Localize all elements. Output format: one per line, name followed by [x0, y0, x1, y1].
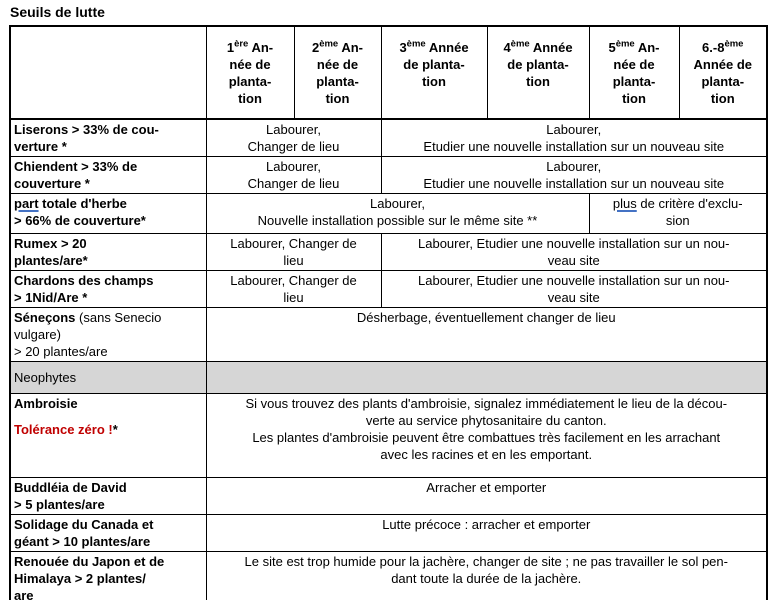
header-year-3: 3ème Année de planta- tion [381, 26, 487, 119]
warning-text: Tolérance zéro ! [14, 422, 113, 437]
row-label-chiendent [10, 157, 206, 194]
row-label-text: part totale d'herbe > 66% de couverture* [14, 196, 146, 228]
cell-rumex-years-1-2: Labourer, Changer de lieu [206, 234, 381, 271]
row-label-text: Rumex > 20 plantes/are* [14, 236, 88, 268]
row-label-text: Séneçons [14, 310, 76, 325]
row-label-text: Liserons > 33% de cou- verture * [14, 122, 159, 154]
row-label-rumex [10, 234, 206, 271]
cell-liserons-years-3-6: Labourer, Etudier une nouvelle installation sur un nouveau site [381, 119, 767, 157]
warning-asterisk: * [112, 422, 118, 437]
row-label-neophytes [10, 362, 206, 394]
row-label-text: Renouée du Japon et de Himalaya > 2 plantes/ are [14, 554, 165, 600]
row-herbe [10, 194, 767, 234]
header-year-2: 2ème An- née de planta- tion [294, 26, 381, 119]
row-rumex [10, 234, 767, 271]
row-liserons [10, 119, 767, 157]
row-label-herbe [10, 194, 206, 234]
row-buddleia [10, 478, 767, 515]
row-label-text: Solidage du Canada et géant > 10 plantes/are [14, 517, 154, 549]
cell-neophytes-empty [206, 362, 767, 394]
cell-renouee-all-years: Le site est trop humide pour la jachère, changer de site ; ne pas travailler le sol pen- dant toute la durée de la jachère. [206, 552, 767, 600]
row-ambroisie [10, 394, 767, 478]
header-year-1: 1ère An- née de planta- tion [206, 26, 294, 119]
row-label-wrap [14, 395, 203, 412]
header-corner-cell [10, 26, 206, 119]
cell-chardons-years-1-2: Labourer, Changer de lieu [206, 271, 381, 308]
cell-buddleia-all-years: Arracher et emporter [206, 478, 767, 515]
row-label-text: Chardons des champs > 1Nid/Are * [14, 273, 154, 305]
row-label-senecons [10, 308, 206, 362]
row-renouee [10, 552, 767, 600]
row-neophytes [10, 362, 767, 394]
header-year-6-8: 6.-8ème Année de planta- tion [679, 26, 767, 119]
zero-tolerance-warning [14, 421, 203, 438]
header-year-5: 5ème An- née de planta- tion [589, 26, 679, 119]
header-year-4: 4ème Année de planta- tion [487, 26, 589, 119]
cell-herbe-years-5-6: plus de critère d'exclu- sion [589, 194, 767, 234]
row-label-ambroisie [10, 394, 206, 478]
row-label-text: Neophytes [14, 370, 77, 385]
cell-ambroisie-all-years: Si vous trouvez des plants d'ambroisie, signalez immédiatement le lieu de la décou- verte au service phytosanitaire du canton. Les plantes d'ambroisie peuvent être combattues très facilement en les arrachant avec les racines et en les emportant. [206, 394, 767, 478]
cell-herbe-years-1-4: Labourer, Nouvelle installation possible sur le même site ** [206, 194, 589, 234]
row-label-text: Buddléia de David > 5 plantes/are [14, 480, 127, 512]
cell-solidage-all-years: Lutte précoce : arracher et emporter [206, 515, 767, 552]
row-senecons [10, 308, 767, 362]
cell-chardons-years-3-6: Labourer, Etudier une nouvelle installation sur un nou- veau site [381, 271, 767, 308]
row-label-liserons [10, 119, 206, 157]
row-chiendent [10, 157, 767, 194]
cell-liserons-years-1-2: Labourer, Changer de lieu [206, 119, 381, 157]
cell-chiendent-years-3-6: Labourer, Etudier une nouvelle installation sur un nouveau site [381, 157, 767, 194]
row-label-renouee [10, 552, 206, 600]
row-solidage [10, 515, 767, 552]
row-label-buddleia [10, 478, 206, 515]
header-row [10, 26, 767, 119]
cell-chiendent-years-1-2: Labourer, Changer de lieu [206, 157, 381, 194]
row-label-text: Ambroisie [14, 396, 78, 411]
row-chardons [10, 271, 767, 308]
row-label-solidage [10, 515, 206, 552]
cell-rumex-years-3-6: Labourer, Etudier une nouvelle installation sur un nou- veau site [381, 234, 767, 271]
row-label-text-regular: (sans Senecio vulgare) > 20 plantes/are [14, 310, 162, 359]
row-label-chardons [10, 271, 206, 308]
control-thresholds-table [9, 25, 768, 600]
cell-senecons-all-years: Désherbage, éventuellement changer de lieu [206, 308, 767, 362]
row-label-text: Chiendent > 33% de couverture * [14, 159, 138, 191]
page-title: Seuils de lutte [10, 4, 105, 20]
